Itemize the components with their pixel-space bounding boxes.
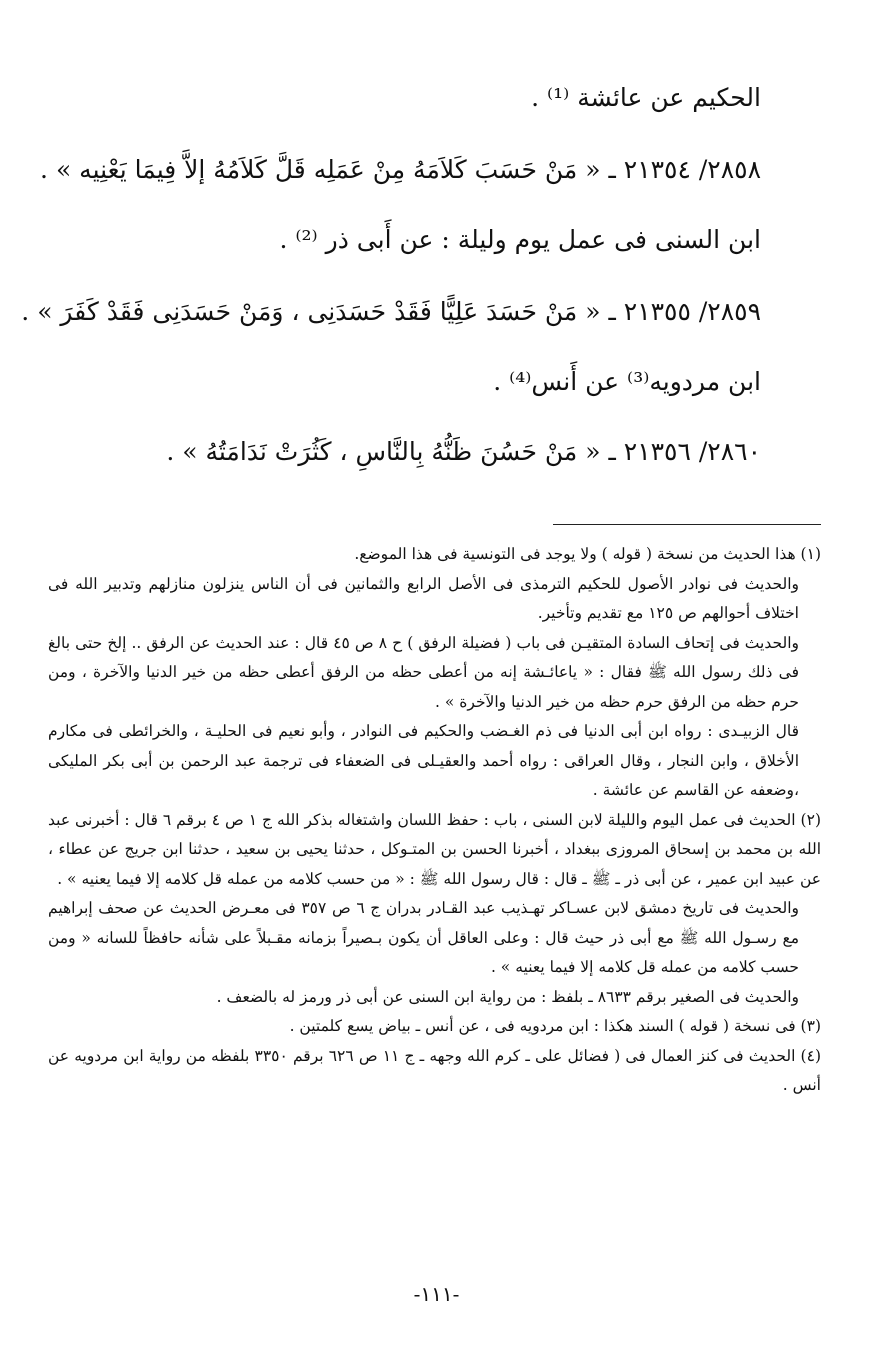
page-number: -١١١- <box>413 1282 460 1306</box>
main-text-line-3: ابن السنى فى عمل يوم وليلة : عن أَبى ذر ⁽²⁾ . <box>279 225 761 254</box>
main-text-line-5: ابن مردويه⁽³⁾ عن أَنس⁽⁴⁾ . <box>493 367 761 396</box>
footnote-3: (٣) فى نسخة ( قوله ) السند هكذا : ابن مردويه فى ، عن أنس ـ بياض يسع كلمتين . <box>289 1017 821 1035</box>
hadith-2858: ٢٨٥٨/ ٢١٣٥٤ ـ « مَنْ حَسَبَ كَلاَمَهُ مِنْ عَمَلِه قَلَّ كَلاَمُهُ إلاَّ فِيمَا يَعْنِيه » . <box>40 155 761 184</box>
footnote-4: (٤) الحديث فى كنز العمال فى ( فضائل على ـ كرم الله وجهه ـ ج ١١ ص ٦٢٦ برقم ٣٣٥٠ بلفظه من رواية ابن مردويه عن أنس . <box>48 1046 821 1094</box>
main-text-line-1: الحكيم عن عائشة ⁽¹⁾ . <box>531 83 761 112</box>
footnote-2-paragraph-2: والحديث فى تاريخ دمشق لابن عسـاكر تهـذيب عبد القـادر بدران ج ٦ ص ٣٥٧ فى معـرض الحديث عن صحف إبراهيم مع رسـول الله ﷺ مع أبى ذر حيث قال : وعلى العاقل أن يكون بـصيراً بزمانه مقـبلاً على شأنه حافظاً للسانه « ومن حسب كلامه من عمله قل كلامه إلا فيما يعنيه » . <box>48 899 799 976</box>
footnote-2-paragraph-3: والحديث فى الصغير برقم ٨٦٣٣ ـ بلفظ : من رواية ابن السنى عن أبى ذر ورمز له بالضعف . <box>216 987 799 1006</box>
hadith-2860: ٢٨٦٠/ ٢١٣٥٦ ـ « مَنْ حَسُنَ ظَنُّهُ بِالنَّاسِ ، كَثُرَتْ نَدَامَتُهُ » . <box>166 437 761 466</box>
hadith-2859: ٢٨٥٩/ ٢١٣٥٥ ـ « مَنْ حَسَدَ عَلِيًّا فَقَدْ حَسَدَنِى ، وَمَنْ حَسَدَنِى فَقَدْ كَفَرَ » . <box>21 297 761 326</box>
footnotes <box>48 540 821 1101</box>
footnote-separator <box>553 524 821 525</box>
footnote-1: (١) هذا الحديث من نسخة ( قوله ) ولا يوجد فى التونسية فى هذا الموضع. <box>354 545 821 563</box>
footnote-1-paragraph-3: والحديث فى إتحاف السادة المتقيـن فى باب ( فضيلة الرفق ) ح ٨ ص ٤٥ قال : عند الحديث عن الرفق .. إلخ حتى بالغ فى ذلك رسول الله ﷺ فقال : « ياعائـشة إنه من أعطى حظه من الرفق أعطى حظه من خير الدنيا والآخرة ، ومن حرم حظه من الرفق حرم حظه من خير الدنيا والآخرة » . <box>48 633 799 711</box>
footnote-1-paragraph-2: والحديث فى نوادر الأصول للحكيم الترمذى فى الأصل الرابع والثمانين فى أن الناس ينزلون منازلهم وتدبير الله فى اختلاف أحوالهم ص ١٢٥ مع تقديم وتأخير. <box>48 574 799 622</box>
footnote-1-paragraph-4: قال الزبيـدى : رواه ابن أبى الدنيا فى ذم الغـضب والحكيم فى النوادر ، وأبو نعيم فى الحليـة ، والخرائطى فى مكارم الأخلاق ، وابن النجار ، وقال العراقى : رواه أحمد والعقيـلى فى الضعفاء فى ترجمة عبد الرحمن بن أبى بكر المليكى ،وضعفه عن القاسم عن عائشة . <box>48 722 799 799</box>
footnote-2: (٢) الحديث فى عمل اليوم والليلة لابن السنى ، باب : حفظ اللسان واشتغاله بذكر الله ج ١ ص ٤ برقم ٦ قال : أخبرنى عبد الله بن محمد بن إسحاق المروزى ببغداد ، أخبرنا الحسن بن المتـوكل ، حدثنا يحيى بن سعيد ، حدثنا ابن جريج عن عطاء ، عن عبيد ابن عمير ، عن أبى ذر ـ ﷺ ـ قال : قال رسول الله ﷺ : « من حسب كلامه من عمله قل كلامه إلا فيما يعنيه » . <box>48 810 821 888</box>
